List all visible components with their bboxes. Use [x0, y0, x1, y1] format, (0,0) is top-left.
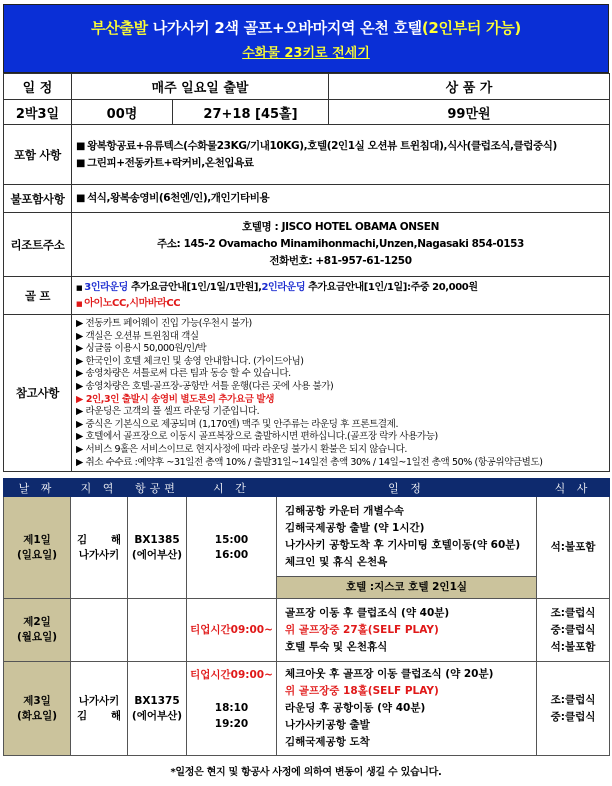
excluded-content — [72, 185, 610, 213]
col-meals: 식 사 — [537, 479, 610, 497]
title-suffix: (2인부터 가능) — [421, 19, 521, 37]
note-item: ▶ 송영차량은 호텔-골프장-공항만 셔틀 운행(다른 곳에 사용 불가) — [76, 380, 334, 392]
note-item: ▶ 한국인이 호텔 체크인 및 송영 안내합니다. (가이드아님) — [76, 355, 304, 367]
itinerary-row-day2 — [4, 599, 610, 662]
region-cell — [71, 599, 128, 662]
excluded-label: 불포함사항 — [4, 185, 72, 213]
region-text: 나가사키 — [78, 548, 120, 561]
resort-row — [4, 213, 610, 277]
resort-label: 리조트주소 — [4, 213, 72, 277]
included-content — [72, 125, 610, 185]
holes-value: 27+18 [45홀] — [173, 100, 329, 125]
itinerary-header-row — [4, 479, 610, 497]
two-person-rounding: 2인라운딩 — [261, 281, 306, 293]
hotel-name: 호텔명 : JISCO HOTEL OBAMA ONSEN — [242, 221, 439, 233]
hotel-address: 주소: 145-2 Ovamacho Minamihonmachi,Unzen,Nagasaki 854-0153 — [157, 238, 524, 250]
schedule-line: 김해국제공항 도착 — [285, 736, 370, 748]
summary-header-row — [4, 74, 610, 100]
itinerary-table — [3, 478, 610, 756]
departure-label: 매주 일요일 출발 — [72, 74, 329, 100]
meal-cell — [537, 497, 610, 599]
hotel-phone: 전화번호: +81-957-61-1250 — [269, 255, 412, 267]
price-value: 99만원 — [329, 100, 610, 125]
col-time: 시 간 — [187, 479, 277, 497]
note-item: ▶ 전동카트 페어웨이 진입 가능(우천시 불가) — [76, 318, 252, 329]
day-cell — [4, 599, 71, 662]
included-item: 그린피+전동카트+락커비,온천입욕료 — [87, 156, 254, 169]
time-value: 15:00 — [214, 533, 249, 546]
three-person-fee: 추가요금안내[1인/1일/1만원], — [127, 281, 262, 293]
note-item: ▶ 중식은 기본식으로 제공되며 (1,170엔) 맥주 및 안주류는 라운딩 후 프론트결제. — [76, 418, 399, 430]
meal-cell — [537, 662, 610, 756]
flight-number: BX1375 — [134, 694, 180, 707]
day-cell — [4, 662, 71, 756]
summary-values-row — [4, 100, 610, 125]
region-cell — [71, 497, 128, 599]
flight-number: BX1385 — [134, 533, 180, 546]
note-item: ▶ 송영차량은 셔틀로써 다른 팀과 동승 할 수 있습니다. — [76, 368, 291, 380]
day-number: 제1일 — [23, 533, 51, 546]
schedule-line: 체크아웃 후 골프장 이동 클럽조식 (약 20분) — [285, 668, 494, 680]
meal-value: 석:불포함 — [550, 541, 596, 553]
schedule-line: 김해공항 카운터 개별수속 — [285, 504, 404, 517]
day-number: 제2일 — [23, 616, 51, 628]
time-cell — [187, 662, 277, 756]
flight-cell — [128, 497, 187, 599]
airline-name: (에어부산) — [131, 548, 183, 561]
region-text: 김 — [77, 709, 88, 722]
golf-row — [4, 277, 610, 315]
included-label: 포함 사항 — [4, 125, 72, 185]
region-text: 해 — [110, 709, 121, 722]
schedule-cell — [277, 599, 537, 662]
included-row — [4, 125, 610, 185]
meal-value: 중:클럽식 — [550, 710, 596, 723]
golf-courses: 아이노CC,시마바라CC — [84, 297, 181, 309]
schedule-cell — [277, 497, 537, 577]
golf-content — [72, 277, 610, 315]
schedule-line: 나가사키 공항도착 후 기사미팅 호텔이동(약 60분) — [285, 538, 521, 551]
banner-title — [4, 17, 608, 38]
price-label: 상 품 가 — [329, 74, 610, 100]
bullet-square-icon: ■ — [76, 283, 85, 292]
day-weekday: (화요일) — [16, 709, 58, 722]
bullet-square-icon: ■ — [76, 140, 86, 152]
title-highlight: 부산출발 — [91, 19, 148, 37]
footnote: *일정은 현지 및 항공사 사정에 의하여 변동이 생길 수 있습니다. — [170, 767, 442, 778]
people-value: 00명 — [72, 100, 173, 125]
schedule-line-highlight: 위 골프장중 27홀(SELF PLAY) — [285, 623, 439, 636]
schedule-line: 체크인 및 휴식 온천욕 — [285, 555, 388, 568]
title-banner — [3, 4, 609, 73]
duration-value: 2박3일 — [4, 100, 72, 125]
flight-cell — [128, 599, 187, 662]
schedule-label: 일 정 — [4, 74, 72, 100]
region-text: 해 — [110, 533, 121, 546]
note-item: ▶ 호텔에서 골프장으로 이동시 골프복장으로 출발하시면 편하십니다.(골프장 락카 사용가능) — [76, 431, 438, 443]
col-date: 날 짜 — [4, 479, 71, 497]
teeoff-cell: 티업시간09:00~ — [187, 599, 277, 662]
bullet-square-icon: ■ — [76, 299, 85, 308]
airline-name: (에어부산) — [131, 709, 183, 722]
included-item: 왕복항공료+유류텍스(수화물23KG/기내10KG),호텔(2인1실 오션뷰 트윈침대),식사(클럽조식,클럽중식) — [87, 139, 557, 152]
notes-label: 참고사항 — [4, 315, 72, 472]
note-item: ▶ 객실은 오션뷰 트윈침대 객실 — [76, 330, 199, 342]
teeoff-value: 티업시간09:00~ — [190, 669, 273, 681]
title-main: 나가사키 2색 골프+오바마지역 온천 호텔 — [147, 19, 422, 37]
region-text: 김 — [77, 533, 88, 546]
time-value: 19:20 — [214, 718, 249, 730]
time-value: 16:00 — [214, 548, 249, 561]
golf-label: 골 프 — [4, 277, 72, 315]
note-item-warning: ▶ 2인,3인 출발시 송영비 별도론의 추가요금 발생 — [76, 393, 274, 405]
col-schedule: 일 정 — [277, 479, 537, 497]
schedule-line: 나가사키공항 출발 — [285, 719, 370, 731]
itinerary-row-day3 — [4, 662, 610, 756]
time-value: 18:10 — [214, 702, 249, 714]
banner-subtitle: 수화물 23키로 전세기 — [242, 46, 370, 61]
schedule-line: 호텔 투숙 및 온천휴식 — [285, 640, 388, 653]
meal-cell — [537, 599, 610, 662]
note-item: ▶ 서비스 9홀은 서비스이므로 현지사정에 따라 라운딩 불가시 환불은 되지 않습니다. — [76, 443, 408, 455]
meal-value: 조:클럽식 — [550, 693, 596, 706]
day-number: 제3일 — [23, 694, 51, 707]
excluded-row — [4, 185, 610, 213]
bullet-square-icon: ■ — [76, 157, 86, 169]
excluded-item: 석식,왕복송영비(6천엔/인),개인기타비용 — [87, 192, 270, 204]
note-item: ▶ 라운딩은 고객의 풀 셀프 라운딩 기준입니다. — [76, 406, 260, 418]
note-item: ▶ 취소 수수료 :예약후 ~31일전 총액 10% / 출발31일~14일전 총액 30% / 14일~1일전 총액 50% (항공위약금별도) — [76, 456, 543, 468]
day-weekday: (월요일) — [16, 631, 58, 643]
resort-content — [72, 213, 610, 277]
region-cell — [71, 662, 128, 756]
product-info-table — [3, 73, 610, 472]
col-flight: 항공편 — [128, 479, 187, 497]
schedule-line: 라운딩 후 공항이동 (약 40분) — [285, 702, 426, 714]
meal-value: 조:클럽식 — [550, 606, 596, 619]
itinerary-row-day1 — [4, 497, 610, 577]
notes-content — [72, 315, 610, 472]
note-item: ▶ 싱글룸 이용시 50,000원/인/박 — [76, 343, 207, 355]
col-region: 지 역 — [71, 479, 128, 497]
region-text: 나가사키 — [78, 694, 120, 707]
schedule-cell — [277, 662, 537, 756]
notes-row — [4, 315, 610, 472]
time-cell — [187, 497, 277, 599]
meal-value: 석:불포함 — [550, 640, 596, 653]
flight-cell — [128, 662, 187, 756]
bullet-square-icon: ■ — [76, 193, 86, 204]
two-person-fee: 추가요금안내[1인/1일]:주중 20,000원 — [305, 281, 478, 293]
schedule-line: 골프장 이동 후 클럽조식 (약 40분) — [285, 606, 450, 619]
schedule-line-highlight: 위 골프장중 18홀(SELF PLAY) — [285, 685, 439, 697]
day-cell — [4, 497, 71, 599]
meal-value: 중:클럽식 — [550, 623, 596, 636]
schedule-line: 김해국제공항 출발 (약 1시간) — [285, 521, 425, 534]
day-weekday: (일요일) — [16, 548, 58, 561]
hotel-cell: 호텔 :지스코 호텔 2인1실 — [277, 577, 537, 599]
three-person-rounding: 3인라운딩 — [84, 281, 128, 293]
